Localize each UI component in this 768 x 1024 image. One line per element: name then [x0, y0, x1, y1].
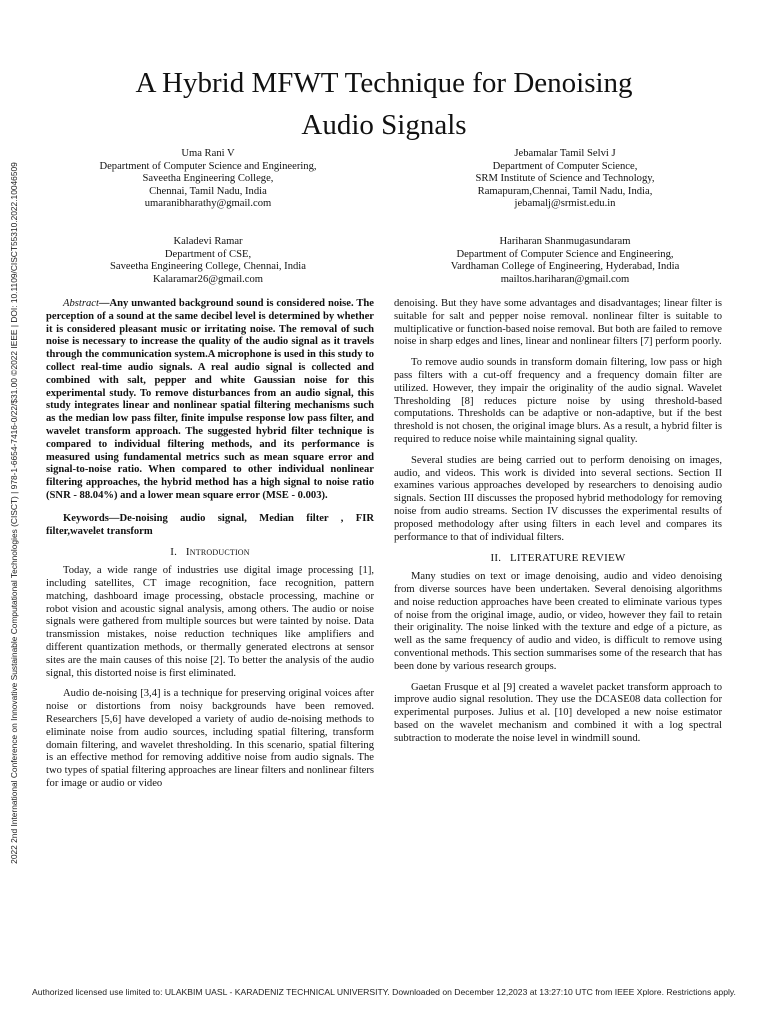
- author-affiliation: Ramapuram,Chennai, Tamil Nadu, India,: [477, 185, 653, 197]
- conference-sidebar: [7, 140, 21, 885]
- license-footer: Authorized licensed use limited to: ULAKBIM UASL - KARADENIZ TECHNICAL UNIVERSITY. Downloaded on December 12,2023 at 13:27:10 UTC from IEEE Xplore. Restrictions apply.: [32, 987, 736, 997]
- paragraph: Many studies on text or image denoising, audio and video denoising from diverse sources have been undertaken. Several denoising algorithms and noise reduction approaches have been created to eliminate various types of noise from the original image, audio, or video, however they fail to retain their originality. The noise linked with the texture and edge of a picture, as well as the same frequency of audio and video, is difficult to remove using conventional methods. This section summarises some of the research that has been done by various research groups.: [394, 571, 722, 672]
- author-affiliation: Saveetha Engineering College,: [142, 173, 274, 185]
- author-block-4: [425, 236, 705, 286]
- author-affiliation: Department of Computer Science,: [492, 160, 638, 172]
- abstract-text: —Any unwanted background sound is considered noise. The perception of a sound at the same decibel level is determined by whether it is considered pleasant music or irritating noise. The removal of such noise is necessary to increase the quality of the audio signal as it travels through the communication system.A microphone is used in this study to collect real-time audio signals. A real audio signal is collected and combined with salt, pepper and white Gaussian noise for this experimental study. To remove disturbances from an audio signal, this study integrates linear and nonlinear spatial filtering mechanisms such as the median low pass filter, finite impulse response low pass filter, and wavelet transform approach. The suggested hybrid filter technique is compared to individual filtering methods, and its performance is measured using fundamental metrics such as mean square error and signal-to-noise ratio. When compared to other individual nonlinear filtering approaches, the hybrid method has a high signal to noise ratio (SNR - 88.04%) and a lower mean square error (MSE - 0.003).: [46, 298, 374, 501]
- author-email: umaranibharathy@gmail.com: [144, 198, 272, 210]
- right-column: [394, 298, 722, 754]
- section-heading-introduction: [46, 546, 374, 559]
- author-affiliation: Department of CSE,: [164, 248, 252, 260]
- paragraph: Audio de-noising [3,4] is a technique for preserving original voices after noise or distortions from noisy backgrounds have been removed. Researchers [5,6] have developed a variety of audio de-noising methods to eliminate noise from audio sources, including spatial filtering, transform domain filtering, and wavelet thresholding. In this scenario, spatial filtering is an effective method for removing additive noise from audio signals. The two types of spatial filtering approaches are linear filters and nonlinear filters for image or audio or video: [46, 688, 374, 789]
- author-name: Uma Rani V: [181, 148, 235, 159]
- paragraph: Several studies are being carried out to perform denoising on images, audio, and videos. This work is divided into several sections. Section II examines various approaches developed by researchers to denoising audio signals. Section III discusses the proposed hybrid methodology for removing noise from audio streams. Section IV discusses the experimental results of proposed methodology after using filters in each level and compares its performance to that of individual filters.: [394, 454, 722, 543]
- author-affiliation: Saveetha Engineering College, Chennai, India: [110, 261, 306, 273]
- author-affiliation: SRM Institute of Science and Technology,: [475, 173, 655, 185]
- author-block-3: [72, 236, 344, 286]
- keywords: Keywords—De-noising audio signal, Median filter , FIR filter,wavelet transform: [46, 512, 374, 537]
- author-email: Kalaramar26@gmail.com: [152, 273, 264, 285]
- abstract: [46, 298, 374, 503]
- author-affiliation: Vardhaman College of Engineering, Hyderabad, India: [450, 261, 680, 273]
- paragraph: Gaetan Frusque et al [9] created a wavelet packet transform approach to improve audio signal resolution. They use the DCASE08 data collection for experimental purposes. Julius et al. [10] developed a new noise estimator based on the wavelet mechanism and combined it with a log spectral subtraction to moderate the noise level in windmill sound.: [394, 681, 722, 744]
- section-title: Introduction: [185, 546, 250, 559]
- title-line-2: Audio Signals: [301, 109, 467, 141]
- left-column: [46, 298, 374, 799]
- author-email: jebamalj@srmist.edu.in: [514, 198, 616, 210]
- author-name: Hariharan Shanmugasundaram: [499, 236, 631, 247]
- paper-title: [60, 62, 708, 146]
- paragraph: Today, a wide range of industries use digital image processing [1], including satellites, CT image recognition, face recognition, pattern matching, dashboard image processing, obstacle processing, machine or robot vision and acoustic signal analysis, among others. The audio or noise signals were gathered from multiple sources but were tainted by noise. Data transmission mistakes, noise reduction techniques like amplifiers and different quantization methods, or thermally generated electrons at sensor sites are the main causes of this noise [2]. To better the analysis of the audio signal, this distorted noise is first eliminated.: [46, 565, 374, 679]
- section-number: I.: [170, 546, 178, 559]
- paragraph: denoising. But they have some advantages and disadvantages; linear filter is suitable for salt and pepper noise removal. nonlinear filter is suitable to multiplicative or function-based noise removal. But both are failed to remove noise in sharp edges and lines, linear and nonlinear filters [7] perform poorly.: [394, 298, 723, 348]
- title-line-1: A Hybrid MFWT Technique for Denoising: [135, 67, 633, 99]
- author-affiliation: Department of Computer Science and Engineering,: [99, 160, 317, 172]
- author-block-1: [72, 148, 344, 211]
- abstract-label: Abstract: [63, 298, 99, 309]
- author-affiliation: Department of Computer Science and Engineering,: [456, 248, 674, 260]
- paragraph: To remove audio sounds in transform domain filtering, low pass or high pass filters with a cut-off frequency and a frequency domain filter are utilized. However, they impair the originality of the audio signal. Wavelet Thresholding [8] reduces picture noise by using threshold-based computations. Thresholds can be adaptive or non-adaptive, but if the best threshold is not chosen, the original image blurs. As a result, a hybrid filter is required to reduce noise while maintaining signal quality.: [394, 357, 722, 445]
- author-name: Jebamalar Tamil Selvi J: [514, 148, 616, 159]
- author-affiliation: Chennai, Tamil Nadu, India: [149, 185, 267, 197]
- author-email: mailtos.hariharan@gmail.com: [500, 273, 630, 285]
- author-block-2: [430, 148, 700, 211]
- conference-doi-note: 2022 2nd International Conference on Innovative Sustainable Computational Technologies (CISCT) | 978-1-6654-7416-0/22/$31.00 ©2022 IEEE | DOI: 10.1109/CISCT55310.2022.10046509: [9, 161, 19, 864]
- section-heading-literature-review: II. LITERATURE REVIEW: [490, 552, 626, 565]
- author-name: Kaladevi Ramar: [173, 236, 243, 247]
